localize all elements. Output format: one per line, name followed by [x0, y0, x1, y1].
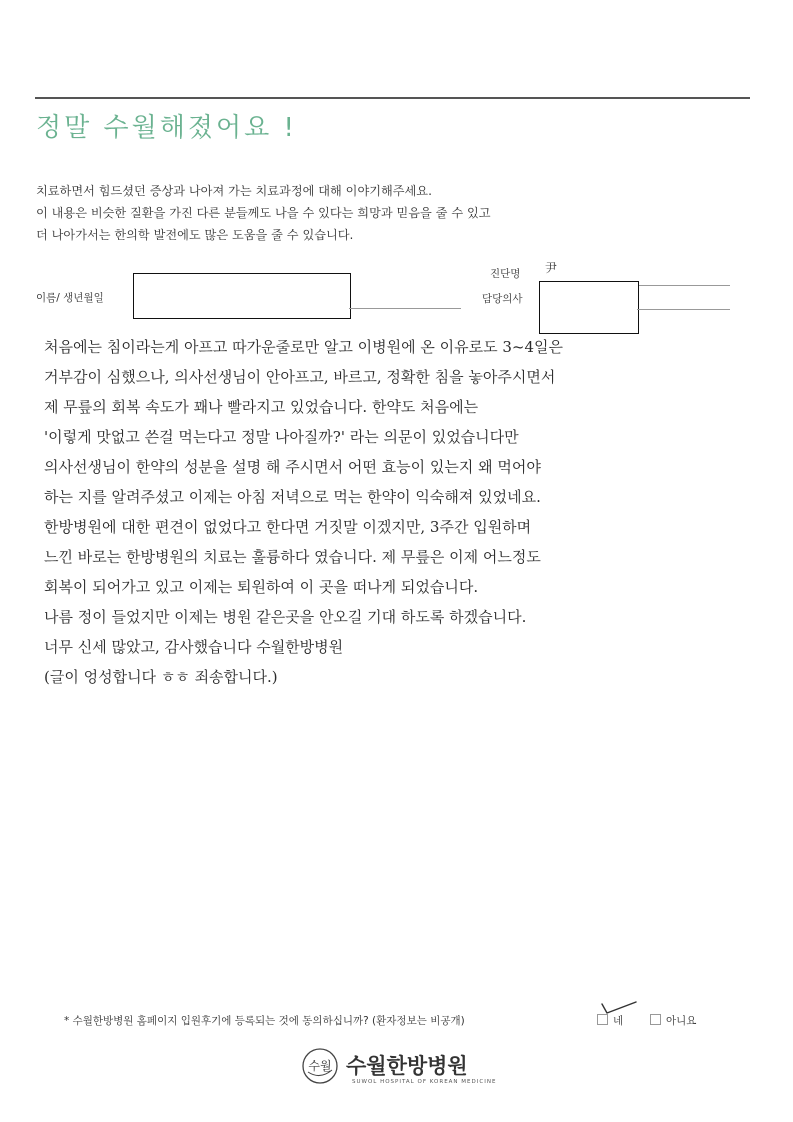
consent-no-label: 아니요: [666, 1015, 697, 1027]
handwritten-line: 회복이 되어가고 있고 이제는 퇴원하여 이 곳을 떠나게 되었습니다.: [44, 578, 479, 596]
consent-question: * 수월한방병원 홈페이지 입원후기에 등록되는 것에 동의하십니까? (환자정보는 비공개): [64, 1015, 465, 1027]
doctor-underline: [637, 309, 730, 310]
consent-no-checkbox[interactable]: [650, 1014, 661, 1025]
hospital-logo-icon: [300, 1046, 340, 1086]
handwritten-line: (글이 엉성합니다 ㅎㅎ 죄송합니다.): [44, 668, 278, 686]
handwritten-line: 하는 지를 알려주셨고 이제는 아침 저녁으로 먹는 한약이 익숙해져 있었네요.: [44, 488, 541, 506]
name-birth-label: 이름/ 생년월일: [36, 292, 104, 304]
top-rule: [35, 97, 750, 99]
handwritten-line: 제 무릎의 회복 속도가 꽤나 빨라지고 있었습니다. 한약도 처음에는: [44, 398, 479, 416]
handwritten-review: [44, 332, 744, 692]
intro-line: 이 내용은 비슷한 질환을 가진 다른 분들께도 나을 수 있다는 희망과 믿음을 줄 수 있고: [36, 206, 491, 220]
intro-text: [36, 180, 491, 246]
handwritten-line: 거부감이 심했으나, 의사선생님이 안아프고, 바르고, 정확한 침을 놓아주시면서: [44, 368, 556, 386]
handwritten-line: 한방병원에 대한 편견이 없었다고 한다면 거짓말 이겠지만, 3주간 입원하며: [44, 518, 532, 536]
doctor-field-redacted: [539, 281, 639, 334]
diagnosis-label: 진단명: [490, 268, 521, 280]
intro-line: 치료하면서 힘드셨던 증상과 나아져 가는 치료과정에 대해 이야기해주세요.: [36, 184, 432, 198]
hospital-name: 수월한방병원: [346, 1054, 468, 1078]
name-underline: [349, 308, 461, 309]
diagnosis-handwritten-mark: 尹: [545, 261, 558, 275]
hospital-subtitle: SUWOL HOSPITAL OF KOREAN MEDICINE: [352, 1079, 497, 1085]
handwritten-line: 너무 신세 많았고, 감사했습니다 수월한방병원: [44, 638, 344, 656]
page-title: 정말 수월해졌어요 !: [36, 113, 297, 143]
handwritten-line: 의사선생님이 한약의 성분을 설명 해 주시면서 어떤 효능이 있는지 왜 먹어야: [44, 458, 541, 476]
handwritten-line: 느낀 바로는 한방병원의 치료는 훌륭하다 였습니다. 제 무릎은 이제 어느정도: [44, 548, 541, 566]
consent-yes-checkbox[interactable]: [597, 1014, 608, 1025]
intro-line: 더 나아가서는 한의학 발전에도 많은 도움을 줄 수 있습니다.: [36, 228, 354, 242]
logo-mark-text: 수월: [308, 1059, 332, 1073]
name-birth-field-redacted: [133, 273, 351, 319]
handwritten-line: 처음에는 침이라는게 아프고 따가운줄로만 알고 이병원에 온 이유로도 3~4일은: [44, 338, 563, 356]
consent-yes-label: 네: [613, 1015, 624, 1027]
doctor-label: 담당의사: [482, 293, 523, 305]
handwritten-line: 나름 정이 들었지만 이제는 병원 같은곳을 안오길 기대 하도록 하겠습니다.: [44, 608, 527, 626]
handwritten-line: '이렇게 맛없고 쓴걸 먹는다고 정말 나아질까?' 라는 의문이 있었습니다만: [44, 428, 519, 446]
